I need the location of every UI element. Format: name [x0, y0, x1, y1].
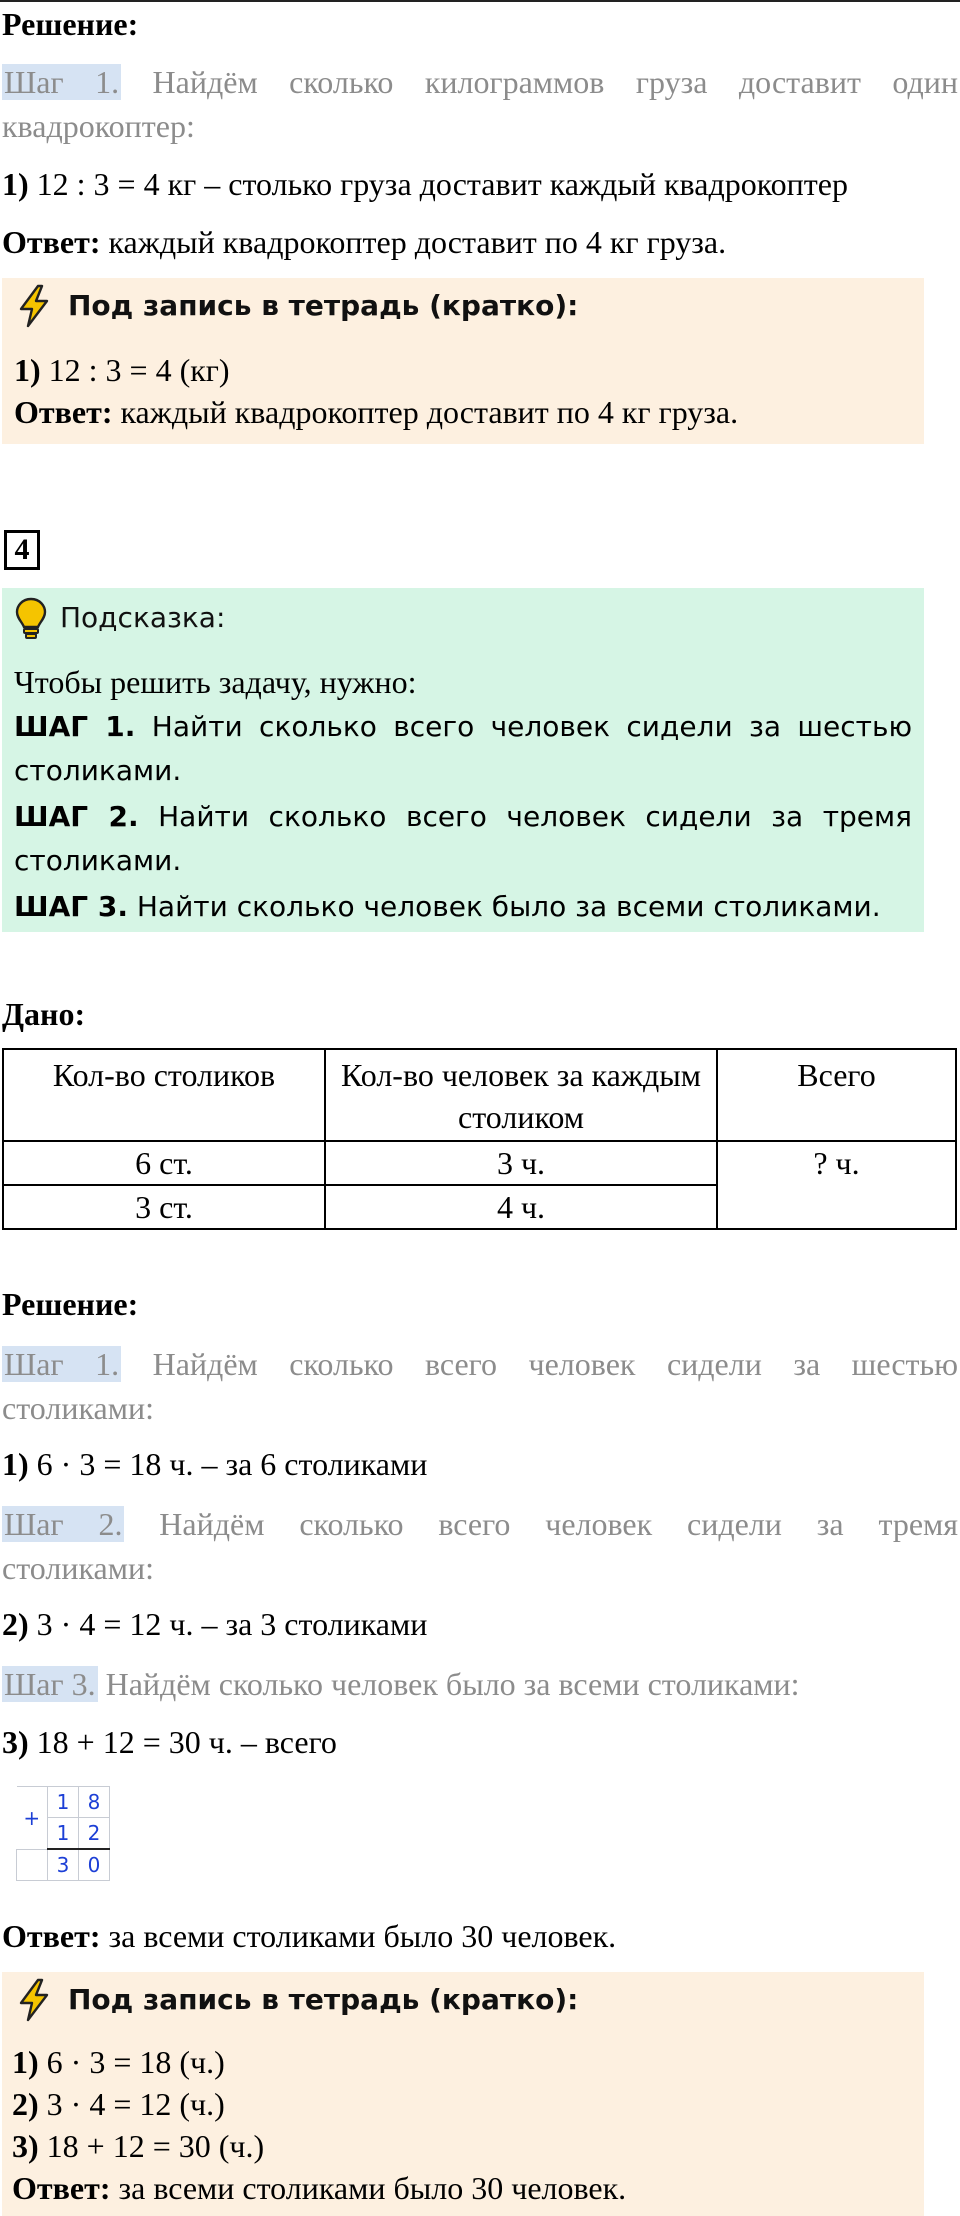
given-table: [2, 1048, 957, 1230]
solution-heading: Решение:: [2, 1286, 139, 1322]
step-1-text-cont: квадрокоптер:: [2, 108, 195, 144]
hint-step-1: ШАГ 1. Найти сколько всего человек сидели за шестью: [14, 710, 913, 743]
note-line-2: 2) 3 · 4 = 12 (ч.): [12, 2086, 225, 2122]
step-1-tag: Шаг 1.: [4, 1346, 120, 1382]
digit-cell: 2: [79, 1818, 110, 1850]
step-2-tag: Шаг 2.: [4, 1506, 123, 1542]
note-title: Под запись в тетрадь (кратко):: [68, 289, 579, 322]
digit-cell: 8: [79, 1787, 110, 1818]
table-cell: 3 ст.: [3, 1185, 325, 1229]
table-header-cell: Кол-во человек за каждым столиком: [325, 1049, 717, 1141]
calc-line-2: 2) 3 · 4 = 12 ч. – за 3 столиками: [2, 1606, 428, 1642]
calc-line-3: 3) 18 + 12 = 30 ч. – всего: [2, 1724, 337, 1760]
step-2-text-cont: столиками:: [2, 1550, 154, 1586]
step-1-text: Шаг 1. Найдём сколько всего человек сидели за шестью: [4, 1346, 959, 1382]
table-header-cell: Кол-во столиков: [3, 1049, 325, 1141]
table-cell: 6 ст.: [3, 1141, 325, 1185]
hint-box: [2, 588, 924, 932]
step-1-text-cont: столиками:: [2, 1390, 154, 1426]
note-answer: Ответ: каждый квадрокоптер доставит по 4 кг груза.: [14, 394, 739, 430]
empty-cell: [17, 1849, 48, 1881]
step-1-text: Шаг 1. Найдём сколько килограммов груза доставит один: [4, 64, 959, 100]
answer-line: Ответ: за всеми столиками было 30 человек.: [2, 1918, 617, 1954]
lightning-icon: [16, 1978, 52, 2022]
table-cell: 4 ч.: [325, 1185, 717, 1229]
digit-cell: 1: [48, 1818, 79, 1850]
digit-cell: 1: [48, 1787, 79, 1818]
step-3-text: Шаг 3. Найдём сколько человек было за всеми столиками:: [4, 1666, 800, 1702]
task-number-box: 4: [4, 530, 40, 570]
note-answer: Ответ: за всеми столиками было 30 человек.: [12, 2170, 627, 2206]
step-3-tag: Шаг 3.: [4, 1666, 96, 1702]
note-title: Под запись в тетрадь (кратко):: [68, 1983, 579, 2016]
hint-step-2: ШАГ 2. Найти сколько всего человек сидели за тремя: [14, 800, 912, 833]
addition-row: [17, 1787, 110, 1818]
step-2-text: Шаг 2. Найдём сколько всего человек сидели за тремя: [4, 1506, 958, 1542]
note-line-1: 1) 12 : 3 = 4 (кг): [14, 352, 230, 388]
step-1-tag: Шаг 1.: [4, 64, 120, 100]
hint-step-2-cont: столиками.: [14, 844, 182, 877]
plus-sign: +: [17, 1787, 48, 1850]
table-total-cell: ? ч.: [717, 1141, 956, 1229]
table-cell: 3 ч.: [325, 1141, 717, 1185]
note-line-3: 3) 18 + 12 = 30 (ч.): [12, 2128, 265, 2164]
answer-line: Ответ: каждый квадрокоптер доставит по 4 кг груза.: [2, 224, 727, 260]
calc-line-1: 1) 12 : 3 = 4 кг – столько груза доставит каждый квадрокоптер: [2, 166, 848, 202]
hint-step-1-cont: столиками.: [14, 754, 182, 787]
lightbulb-icon: [14, 596, 48, 640]
table-header-row: [3, 1049, 956, 1141]
given-heading: Дано:: [2, 996, 86, 1032]
notebook-note-box: [2, 278, 924, 444]
column-addition: [16, 1786, 110, 1881]
digit-cell: 3: [48, 1849, 79, 1881]
note-line-1: 1) 6 · 3 = 18 (ч.): [12, 2044, 225, 2080]
notebook-note-box: [2, 1972, 924, 2216]
table-header-cell: Всего: [717, 1049, 956, 1141]
addition-result-row: [17, 1849, 110, 1881]
hint-title: Подсказка:: [60, 601, 226, 634]
solution-heading: Решение:: [2, 6, 139, 42]
lightning-icon: [16, 284, 52, 328]
hint-step-3: ШАГ 3. Найти сколько человек было за всеми столиками.: [14, 890, 881, 923]
digit-cell: 0: [79, 1849, 110, 1881]
calc-line-1: 1) 6 · 3 = 18 ч. – за 6 столиками: [2, 1446, 428, 1482]
table-row: [3, 1141, 956, 1185]
hint-intro: Чтобы решить задачу, нужно:: [14, 664, 417, 700]
